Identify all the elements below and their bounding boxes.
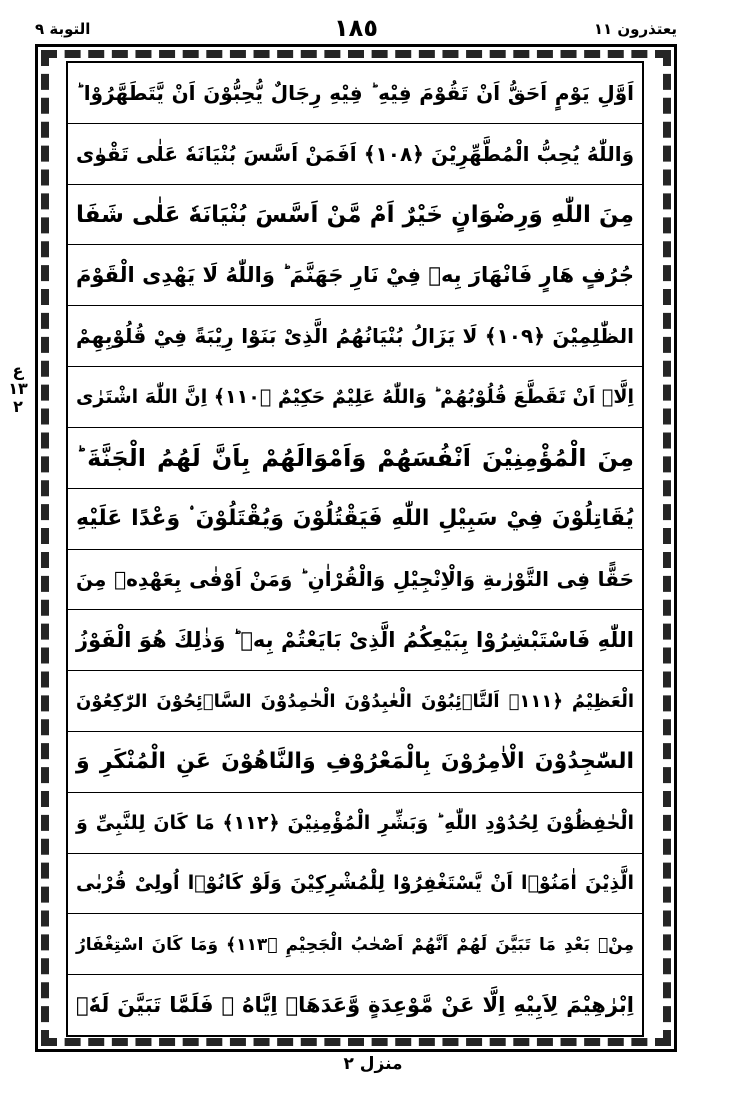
text-line-12 <box>68 732 642 793</box>
line-text: حَقًّا فِى التَّوْرٰٮةِ وَالْاِنْجِيْلِ وَالْقُرْاٰنِ ؕ وَمَنْ اَوْفٰى بِعَهْدِهٖ مِنَ <box>76 567 634 592</box>
line-text: السّٰجِدُوْنَ الْاٰمِرُوْنَ بِالْمَعْرُوْفِ وَالنَّاهُوْنَ عَنِ الْمُنْكَرِ وَ <box>76 749 634 775</box>
page-frame <box>35 44 677 1052</box>
text-line-13 <box>68 793 642 854</box>
line-text: اِبْرٰهِيْمَ لِاَبِيْهِ اِلَّا عَنْ مَّوْعِدَةٍ وَّعَدَهَاۤ اِيَّاهُ ۚ فَلَمَّا تَبَيَّنَ لَهٗۤ <box>76 993 634 1018</box>
text-line-3 <box>68 185 642 246</box>
text-line-8 <box>68 489 642 550</box>
text-line-5 <box>68 306 642 367</box>
text-line-15 <box>68 914 642 975</box>
line-text: الَّذِيْنَ اٰمَنُوْۤا اَنْ يَّسْتَغْفِرُوْا لِلْمُشْرِكِيْنَ وَلَوْ كَانُوْۤا اُولِىْ قُرْبٰى <box>76 872 634 895</box>
line-text: مِنَ اللّٰهِ وَرِضْوَانٍ خَيْرٌ اَمْ مَّنْ اَسَّسَ بُنْيَانَهٗ عَلٰى شَفَا <box>76 201 634 228</box>
line-text: يُقَاتِلُوْنَ فِيْ سَبِيْلِ اللّٰهِ فَيَقْتُلُوْنَ وَيُقْتَلُوْنَ ۟ وَعْدًا عَلَيْهِ <box>76 506 634 532</box>
text-line-10 <box>68 610 642 671</box>
text-box <box>66 61 644 1037</box>
line-text: جُرُفٍ هَارٍ فَانْهَارَ بِهٖ فِيْ نَارِ جَهَنَّمَ ؕ وَاللّٰهُ لَا يَهْدِى الْقَوْمَ <box>76 263 634 288</box>
text-line-7 <box>68 428 642 489</box>
text-line-11 <box>68 671 642 732</box>
page-header <box>35 14 677 44</box>
manzil-label: منزل ٢ <box>343 1054 403 1074</box>
text-line-14 <box>68 854 642 915</box>
line-text: مِنَ الْمُؤْمِنِيْنَ اَنْفُسَهُمْ وَاَمْوَالَهُمْ بِاَنَّ لَهُمُ الْجَنَّةَ ؕ <box>76 443 634 472</box>
surah-name: التوبة ٩ <box>35 20 91 38</box>
line-text: وَاللّٰهُ يُحِبُّ الْمُطَّهِّرِيْنَ ﴿١٠٨﴾ اَفَمَنْ اَسَّسَ بُنْيَانَهٗ عَلٰى تَقْوٰى <box>76 141 634 166</box>
text-line-4 <box>68 245 642 306</box>
ruku-marker: ع ١٣ ٢ <box>8 361 28 416</box>
line-text: اللّٰهِ فَاسْتَبْشِرُوْا بِبَيْعِكُمُ الَّذِىْ بَايَعْتُمْ بِهٖ ؕ وَذٰلِكَ هُوَ الْفَوْزُ <box>76 628 634 653</box>
quran-text <box>68 63 642 1035</box>
text-line-2 <box>68 124 642 185</box>
text-line-16 <box>68 975 642 1035</box>
line-text: اَوَّلِ يَوْمٍ اَحَقُّ اَنْ تَقُوْمَ فِيْهِ ؕ فِيْهِ رِجَالٌ يُّحِبُّوْنَ اَنْ يَّتَطَهَّرُوْا ؕ <box>76 80 634 105</box>
text-line-1 <box>68 63 642 124</box>
line-text: الظّٰلِمِيْنَ ﴿١٠٩﴾ لَا يَزَالُ بُنْيَانُهُمُ الَّذِىْ بَنَوْا رِيْبَةً فِيْ قُلُوْبِهِمْ <box>76 324 634 349</box>
page-number: ١٨٥ <box>334 14 378 42</box>
text-line-6 <box>68 367 642 428</box>
juz-name: يعتذرون ١١ <box>593 20 677 38</box>
line-text: الْعَظِيْمُ ﴿١١١﴾ اَلتَّاۤئِبُوْنَ الْعٰبِدُوْنَ الْحٰمِدُوْنَ السَّاۤئِحُوْنَ الرّٰكِعُوْنَ <box>76 690 634 712</box>
line-text: الْحٰفِظُوْنَ لِحُدُوْدِ اللّٰهِ ؕ وَبَشِّرِ الْمُؤْمِنِيْنَ ﴿١١٢﴾ مَا كَانَ لِلنَّبِىِّ وَ <box>76 811 635 834</box>
line-text: اِلَّاۤ اَنْ تَقَطَّعَ قُلُوْبُهُمْ ؕ وَاللّٰهُ عَلِيْمٌ حَكِيْمٌ ﴿١١٠﴾ اِنَّ اللّٰهَ اشْتَرٰى <box>76 385 634 408</box>
text-line-9 <box>68 550 642 611</box>
line-text: مِنْۢ بَعْدِ مَا تَبَيَّنَ لَهُمْ اَنَّهُمْ اَصْحٰبُ الْجَحِيْمِ ﴿١١٣﴾ وَمَا كَانَ اسْتِغْفَارُ <box>76 934 634 955</box>
